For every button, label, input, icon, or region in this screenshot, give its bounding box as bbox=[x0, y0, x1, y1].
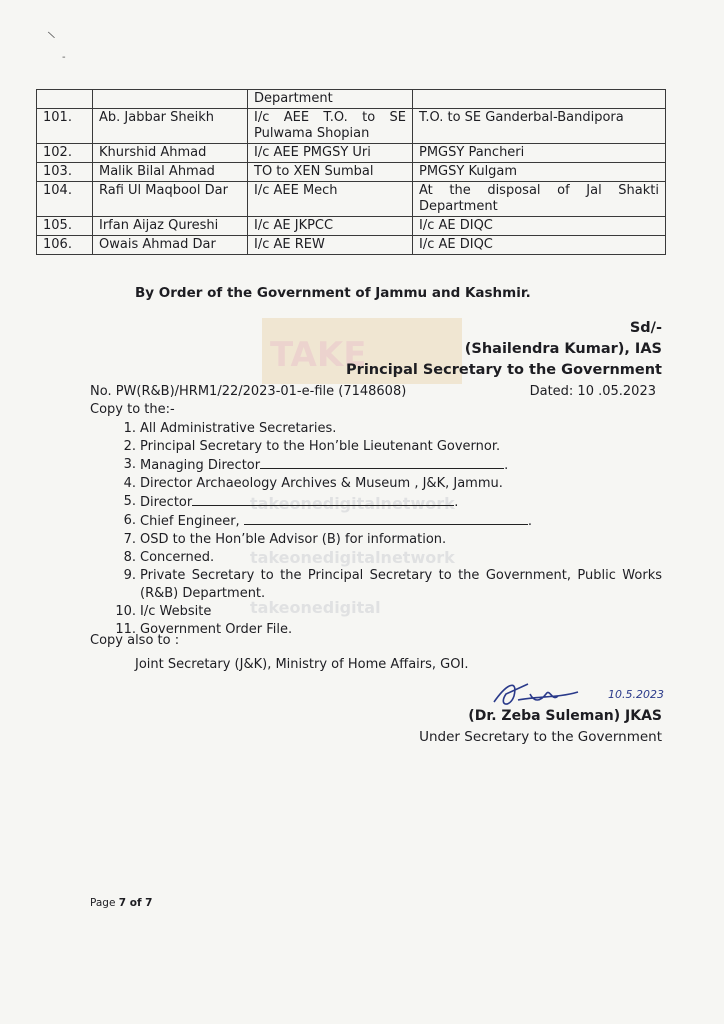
row-number-cell bbox=[37, 90, 93, 109]
row-number-cell: 102. bbox=[37, 144, 93, 163]
signatory-title: Principal Secretary to the Government bbox=[346, 362, 662, 378]
to-posting-cell: PMGSY Pancheri bbox=[413, 144, 666, 163]
order-line: By Order of the Government of Jammu and Kashmir. bbox=[135, 285, 531, 301]
copy-also-recipient: Joint Secretary (J&K), Ministry of Home Affairs, GOI. bbox=[135, 657, 469, 672]
signatory-block bbox=[346, 318, 662, 381]
from-posting-cell: I/c AE REW bbox=[248, 236, 413, 255]
reference-date: Dated: 10 .05.2023 bbox=[529, 384, 656, 399]
copy-also-label: Copy also to : bbox=[90, 633, 180, 648]
reference-line bbox=[90, 384, 656, 399]
page-number: Page 7 of 7 bbox=[90, 897, 153, 909]
employee-name-cell: Irfan Aijaz Qureshi bbox=[93, 217, 248, 236]
row-number-cell: 103. bbox=[37, 163, 93, 182]
undersigned-title: Under Secretary to the Government bbox=[419, 729, 662, 745]
to-posting-cell: T.O. to SE Ganderbal-Bandipora bbox=[413, 109, 666, 144]
list-item: 10. I/c Website bbox=[115, 604, 212, 619]
scan-mark: \ bbox=[47, 29, 56, 42]
to-posting-cell: At the disposal of Jal Shakti Department bbox=[413, 182, 666, 217]
sd-mark: Sd/- bbox=[629, 320, 662, 336]
employee-name-cell: Owais Ahmad Dar bbox=[93, 236, 248, 255]
to-posting-cell bbox=[413, 90, 666, 109]
scan-mark: - bbox=[62, 52, 66, 63]
employee-name-cell: Rafi Ul Maqbool Dar bbox=[93, 182, 248, 217]
row-number-cell: 104. bbox=[37, 182, 93, 217]
from-posting-cell: Department bbox=[248, 90, 413, 109]
table-row bbox=[37, 109, 666, 144]
to-posting-cell: I/c AE DIQC bbox=[413, 217, 666, 236]
list-item: 1. All Administrative Secretaries. bbox=[123, 421, 337, 436]
table-row bbox=[37, 236, 666, 255]
signatory-name: (Shailendra Kumar), IAS bbox=[464, 341, 662, 357]
watermark-text: takeonedigitalnetwork bbox=[250, 548, 455, 567]
list-item: 11. Government Order File. bbox=[115, 622, 293, 637]
list-item: 7. OSD to the Hon’ble Advisor (B) for information. bbox=[123, 532, 447, 547]
list-item: 2. Principal Secretary to the Hon’ble Lieutenant Governor. bbox=[123, 439, 501, 454]
to-posting-cell: PMGSY Kulgam bbox=[413, 163, 666, 182]
employee-name-cell: Ab. Jabbar Sheikh bbox=[93, 109, 248, 144]
transfer-table bbox=[36, 89, 666, 255]
copy-to-label: Copy to the:- bbox=[90, 402, 175, 417]
from-posting-cell: I/c AEE T.O. to SE Pulwama Shopian bbox=[248, 109, 413, 144]
from-posting-cell: I/c AEE Mech bbox=[248, 182, 413, 217]
table-row bbox=[37, 217, 666, 236]
undersigned-name: (Dr. Zeba Suleman) JKAS bbox=[468, 708, 662, 724]
table-row bbox=[37, 90, 666, 109]
signature-date: 10.5.2023 bbox=[608, 688, 664, 701]
from-posting-cell: I/c AEE PMGSY Uri bbox=[248, 144, 413, 163]
watermark-text: takeonedigital bbox=[250, 598, 381, 617]
copy-list bbox=[100, 420, 662, 639]
table-row bbox=[37, 182, 666, 217]
list-item: 5. Director . bbox=[123, 494, 459, 510]
to-posting-cell: I/c AE DIQC bbox=[413, 236, 666, 255]
row-number-cell: 101. bbox=[37, 109, 93, 144]
employee-name-cell: Khurshid Ahmad bbox=[93, 144, 248, 163]
watermark-text: takeonedigitalnetwork bbox=[250, 494, 455, 513]
table-row bbox=[37, 144, 666, 163]
watermark-logo-text: TAKE bbox=[270, 335, 367, 375]
list-item: 4. Director Archaeology Archives & Museum , J&K, Jammu. bbox=[123, 476, 503, 491]
from-posting-cell: TO to XEN Sumbal bbox=[248, 163, 413, 182]
list-item: 3. Managing Director . bbox=[123, 457, 509, 473]
row-number-cell: 106. bbox=[37, 236, 93, 255]
table-row bbox=[37, 163, 666, 182]
row-number-cell: 105. bbox=[37, 217, 93, 236]
list-item: 8. Concerned. bbox=[123, 550, 215, 565]
reference-number: No. PW(R&B)/HRM1/22/2023-01-e-file (7148608) bbox=[90, 384, 407, 399]
list-item: 6. Chief Engineer, . bbox=[123, 513, 532, 529]
from-posting-cell: I/c AE JKPCC bbox=[248, 217, 413, 236]
employee-name-cell: Malik Bilal Ahmad bbox=[93, 163, 248, 182]
employee-name-cell bbox=[93, 90, 248, 109]
list-item: 9. Private Secretary to the Principal Secretary to the Government, Public Works (R&B) Department. bbox=[123, 568, 662, 601]
